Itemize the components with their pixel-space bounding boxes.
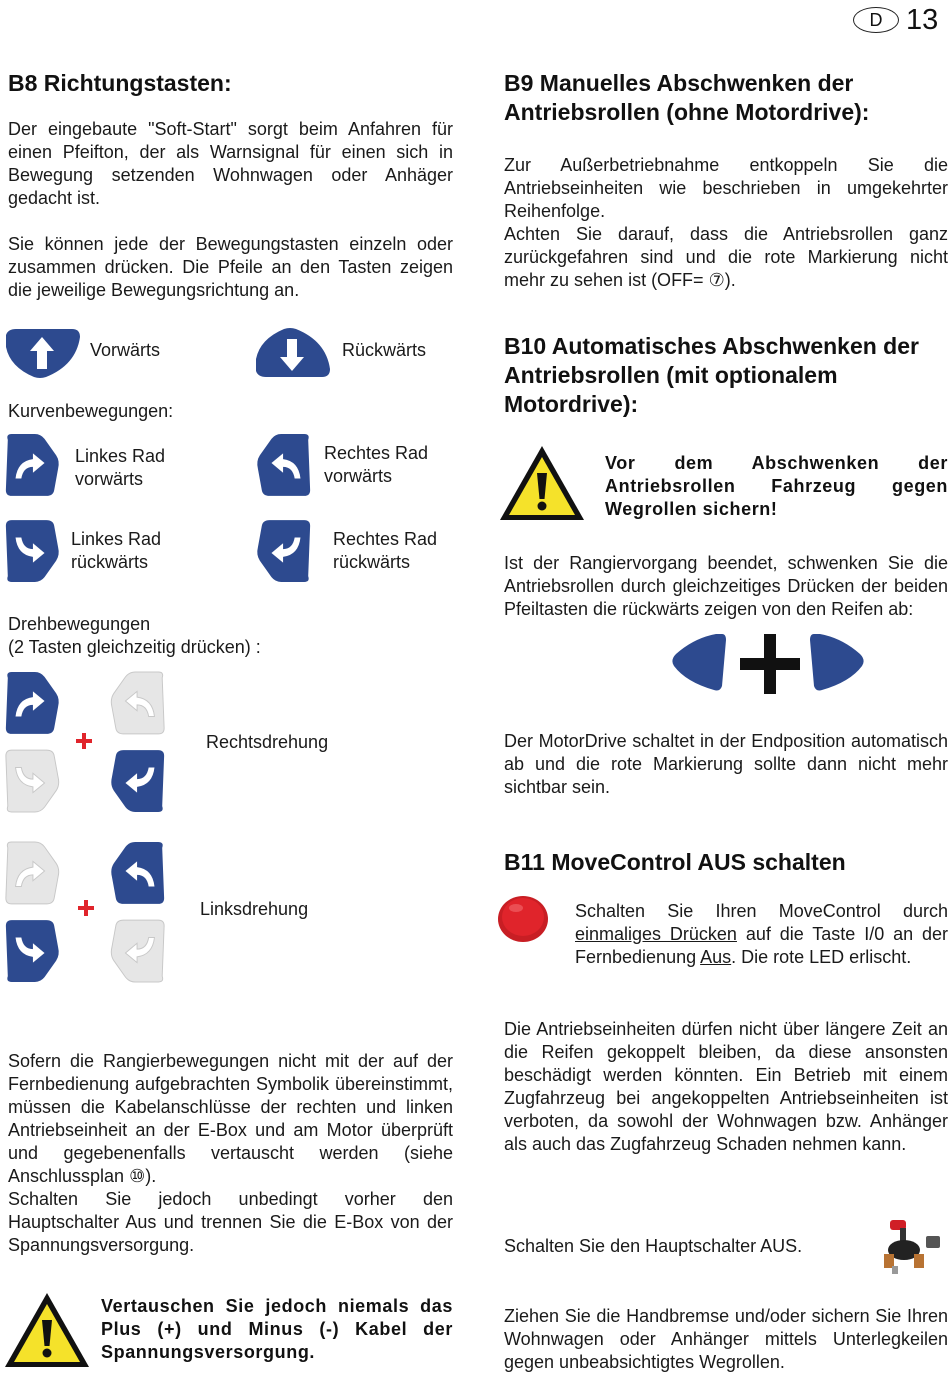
- b10-heading: B10 Automatisches Abschwenken der Antriebsrollen (mit optionalem Motordrive):: [504, 333, 919, 417]
- b8-paragraph-1: Der eingebaute "Soft-Start" sorgt beim Anfahren für einen Pfeifton, der als Warnsignal für einen sich in Bewegung setzenden Wohnwagen oder Anhäger gedacht ist.: [8, 119, 453, 208]
- rotate-left-combo-br-icon: [110, 918, 168, 986]
- main-switch-paragraph: Schalten Sie jedoch unbedingt vorher den Hauptschalter Aus und trennen Sie die E-Box von der Spannungsversorgung.: [8, 1189, 453, 1255]
- b10-paragraph-1: Ist der Rangiervorgang beendet, schwenken Sie die Antriebsrollen durch gleichzeitiges Drücken der beiden Pfeiltasten die rückwärts zeigen von den Reifen ab:: [504, 553, 948, 619]
- left-wheel-forward-icon: [2, 430, 60, 498]
- b11-paragraph-2: Die Antriebseinheiten dürfen nicht über längere Zeit an die Reifen gekoppelt bleiben, da diese ansonsten beschädigt werden könnten. Ein Betrieb mit einem Zugfahrzeug bei angekoppelten Antriebseinheiten ist verboten, da sowohl der Wohnwagen bzw. Anhänger als auch das Zugfahrzeug Schaden nehmen kann.: [504, 1019, 948, 1154]
- warning-triangle-icon: [2, 1290, 92, 1370]
- b10-paragraph-2: Der MotorDrive schaltet in der Endposition automatisch ab und die rote Markierung sollte dann nicht mehr sichtbar sein.: [504, 731, 948, 797]
- rotate-left-combo-tr-icon: [110, 838, 168, 906]
- rotate-right-combo-tl-icon: [2, 668, 60, 736]
- right-back-arrow-button-icon: [810, 630, 866, 694]
- b9-paragraph-1: Zur Außerbetriebnahme entkoppeln Sie die Antriebseinheiten wie beschrieben in umgekehrter Reihenfolge.: [504, 155, 948, 221]
- plus-red-icon: [78, 900, 94, 916]
- b9-paragraph-2: Achten Sie darauf, dass die Antriebsrollen ganz zurückgefahren sind und die rote Markierung nicht mehr zu sehen ist (OFF= ⑦).: [504, 224, 948, 290]
- rotate-right-label: Rechtsdrehung: [206, 732, 329, 752]
- b8-paragraph-2: Sie können jede der Bewegungstasten einzeln oder zusammen drücken. Die Pfeile an den Tasten zeigen die jeweilige Bewegungsrichtung an.: [8, 234, 453, 300]
- left-wheel-backward-label: Linkes Rad rückwärts: [71, 529, 162, 572]
- right-wheel-forward-label: Rechtes Rad vorwärts: [324, 443, 429, 486]
- rotate-right-combo-bl-icon: [2, 748, 60, 816]
- language-badge: D: [853, 7, 899, 33]
- forward-button-icon: [2, 327, 82, 379]
- page-number: 13: [906, 4, 939, 36]
- b11-paragraph-3: Schalten Sie den Hauptschalter AUS.: [504, 1236, 803, 1256]
- rotation-heading: Drehbewegungen (2 Tasten gleichzeitig drücken) :: [8, 614, 261, 657]
- right-wheel-forward-icon: [256, 430, 314, 498]
- curves-heading: Kurvenbewegungen:: [8, 401, 174, 421]
- rotate-right-combo-br-icon: [110, 748, 168, 816]
- rotate-right-combo-tr-icon: [110, 668, 168, 736]
- wiring-paragraph: Sofern die Rangierbewegungen nicht mit der auf der Fernbedienung aufgebrachten Symbolik übereinstimmt, müssen die Kabelanschlüsse der rechten und linken Antriebseinheit an der E-Box und am Motor überprüft und gegebenenfalls vertauscht werden (siehe Anschlussplan ⑩).: [8, 1051, 453, 1186]
- b9-heading: B9 Manuelles Abschwenken der Antriebsrollen (ohne Motordrive):: [504, 70, 870, 125]
- rotate-left-label: Linksdrehung: [200, 899, 309, 919]
- rotate-left-combo-bl-icon: [2, 918, 60, 986]
- left-wheel-backward-icon: [2, 518, 60, 586]
- right-wheel-backward-label: Rechtes Rad rückwärts: [333, 529, 438, 572]
- b11-paragraph-4: Ziehen Sie die Handbremse und/oder sichern Sie Ihren Wohnwagen oder Anhänger mittels Unterlegkeilen gegen unbeabsichtigtes Wegrollen.: [504, 1306, 948, 1372]
- plus-red-icon: [76, 733, 92, 749]
- backward-button-icon: [252, 327, 332, 379]
- backward-label: Rückwärts: [342, 340, 427, 360]
- main-switch-icon: [880, 1216, 944, 1276]
- right-wheel-backward-icon: [256, 518, 314, 586]
- b11-paragraph-1: Schalten Sie Ihren MoveControl durch einmaliges Drücken auf die Taste I/0 an der Fernbedienung Aus. Die rote LED erlischt.: [575, 901, 948, 967]
- forward-label: Vorwärts: [90, 340, 161, 360]
- red-power-button-icon: [496, 894, 550, 944]
- black-plus-icon: [740, 634, 800, 694]
- polarity-warning-text: Vertauschen Sie jedoch niemals das Plus (+) und Minus (-) Kabel der Spannungsversorgung.: [101, 1296, 453, 1362]
- left-back-arrow-button-icon: [670, 630, 726, 694]
- b10-warning-text: Vor dem Abschwenken der Antriebsrollen Fahrzeug gegen Wegrollen sichern!: [605, 453, 948, 519]
- b11-heading: B11 MoveControl AUS schalten: [504, 849, 846, 875]
- warning-triangle-icon: [497, 443, 587, 523]
- rotate-left-combo-tl-icon: [2, 838, 60, 906]
- b8-heading: B8 Richtungstasten:: [8, 70, 232, 96]
- left-wheel-forward-label: Linkes Rad vorwärts: [75, 446, 166, 489]
